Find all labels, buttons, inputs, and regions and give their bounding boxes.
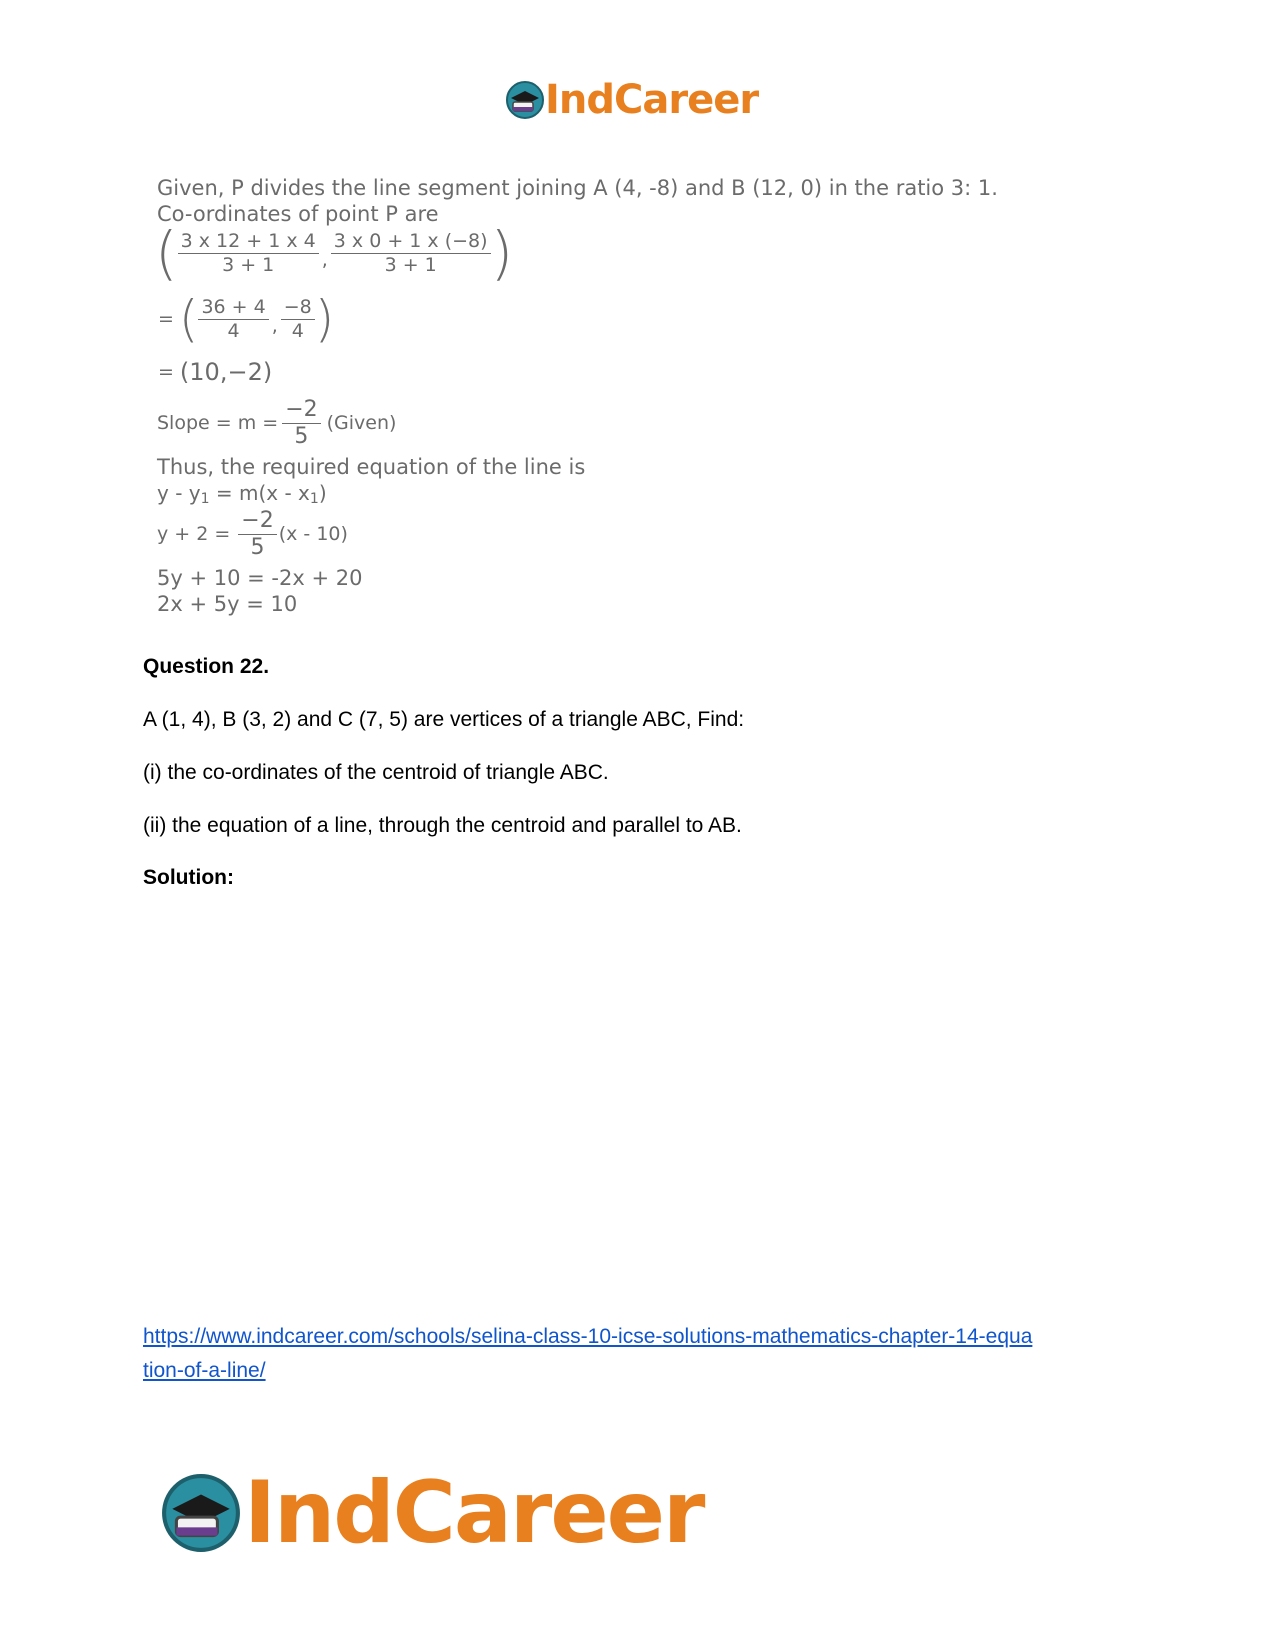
source-url-line-2[interactable]: tion-of-a-line/ <box>143 1359 266 1382</box>
math-slope: Slope = m = $\frac{-2}{5}$ (Given) <box>157 397 397 449</box>
source-url-line-1[interactable]: https://www.indcareer.com/schools/selina-class-10-icse-solutions-mathematics-chapter-14-equa <box>143 1325 1033 1348</box>
math-simplified: = ( $\frac{36 + 4}{4}$ , $\frac{-8}{4}$ ) <box>158 290 335 348</box>
question-part-i: (i) the co-ordinates of the centroid of triangle ABC. <box>143 761 609 784</box>
indcareer-logo-bottom[interactable] <box>160 1463 704 1563</box>
fraction-x: $\frac{3 x 12 + 1 x 4}{3 + 1}$ <box>178 232 319 275</box>
graduation-globe-icon <box>160 1472 242 1554</box>
graduation-globe-icon <box>505 80 545 120</box>
brand-wordmark: IndCareer <box>545 77 759 123</box>
math-point-p: = (10,−2) <box>158 358 273 386</box>
math-step-1: 5y + 10 = -2x + 20 <box>157 566 363 590</box>
question-part-ii: (ii) the equation of a line, through the centroid and parallel to AB. <box>143 814 742 837</box>
question-text: A (1, 4), B (3, 2) and C (7, 5) are vertices of a triangle ABC, Find: <box>143 708 745 731</box>
math-coordinates-line: Co-ordinates of point P are <box>157 202 439 226</box>
fraction-y: $\frac{3 x 0 + 1 x (-8)}{3 + 1}$ <box>331 232 491 275</box>
math-substitution: y + 2 = $\frac{-2}{5}$ (x - 10) <box>157 508 348 560</box>
indcareer-logo-top[interactable] <box>505 77 759 123</box>
solution-heading: Solution: <box>143 866 234 889</box>
math-given-line: Given, P divides the line segment joining A (4, -8) and B (12, 0) in the ratio 3: 1. <box>157 176 998 200</box>
question-heading: Question 22. <box>143 655 270 678</box>
math-thus-line: Thus, the required equation of the line is <box>157 455 586 479</box>
math-step-2: 2x + 5y = 10 <box>157 592 298 616</box>
source-link-block <box>143 1320 1032 1388</box>
math-point-slope-form: $y - y_1 = m(x - x_1)$ <box>157 481 327 507</box>
brand-wordmark: IndCareer <box>244 1463 704 1563</box>
math-section-formula: ( $\frac{3 x 12 + 1 x 4}{3 + 1}$ , $\frac{3 x 0 + 1 x (-8)}{3 + 1}$ ) <box>155 219 514 287</box>
